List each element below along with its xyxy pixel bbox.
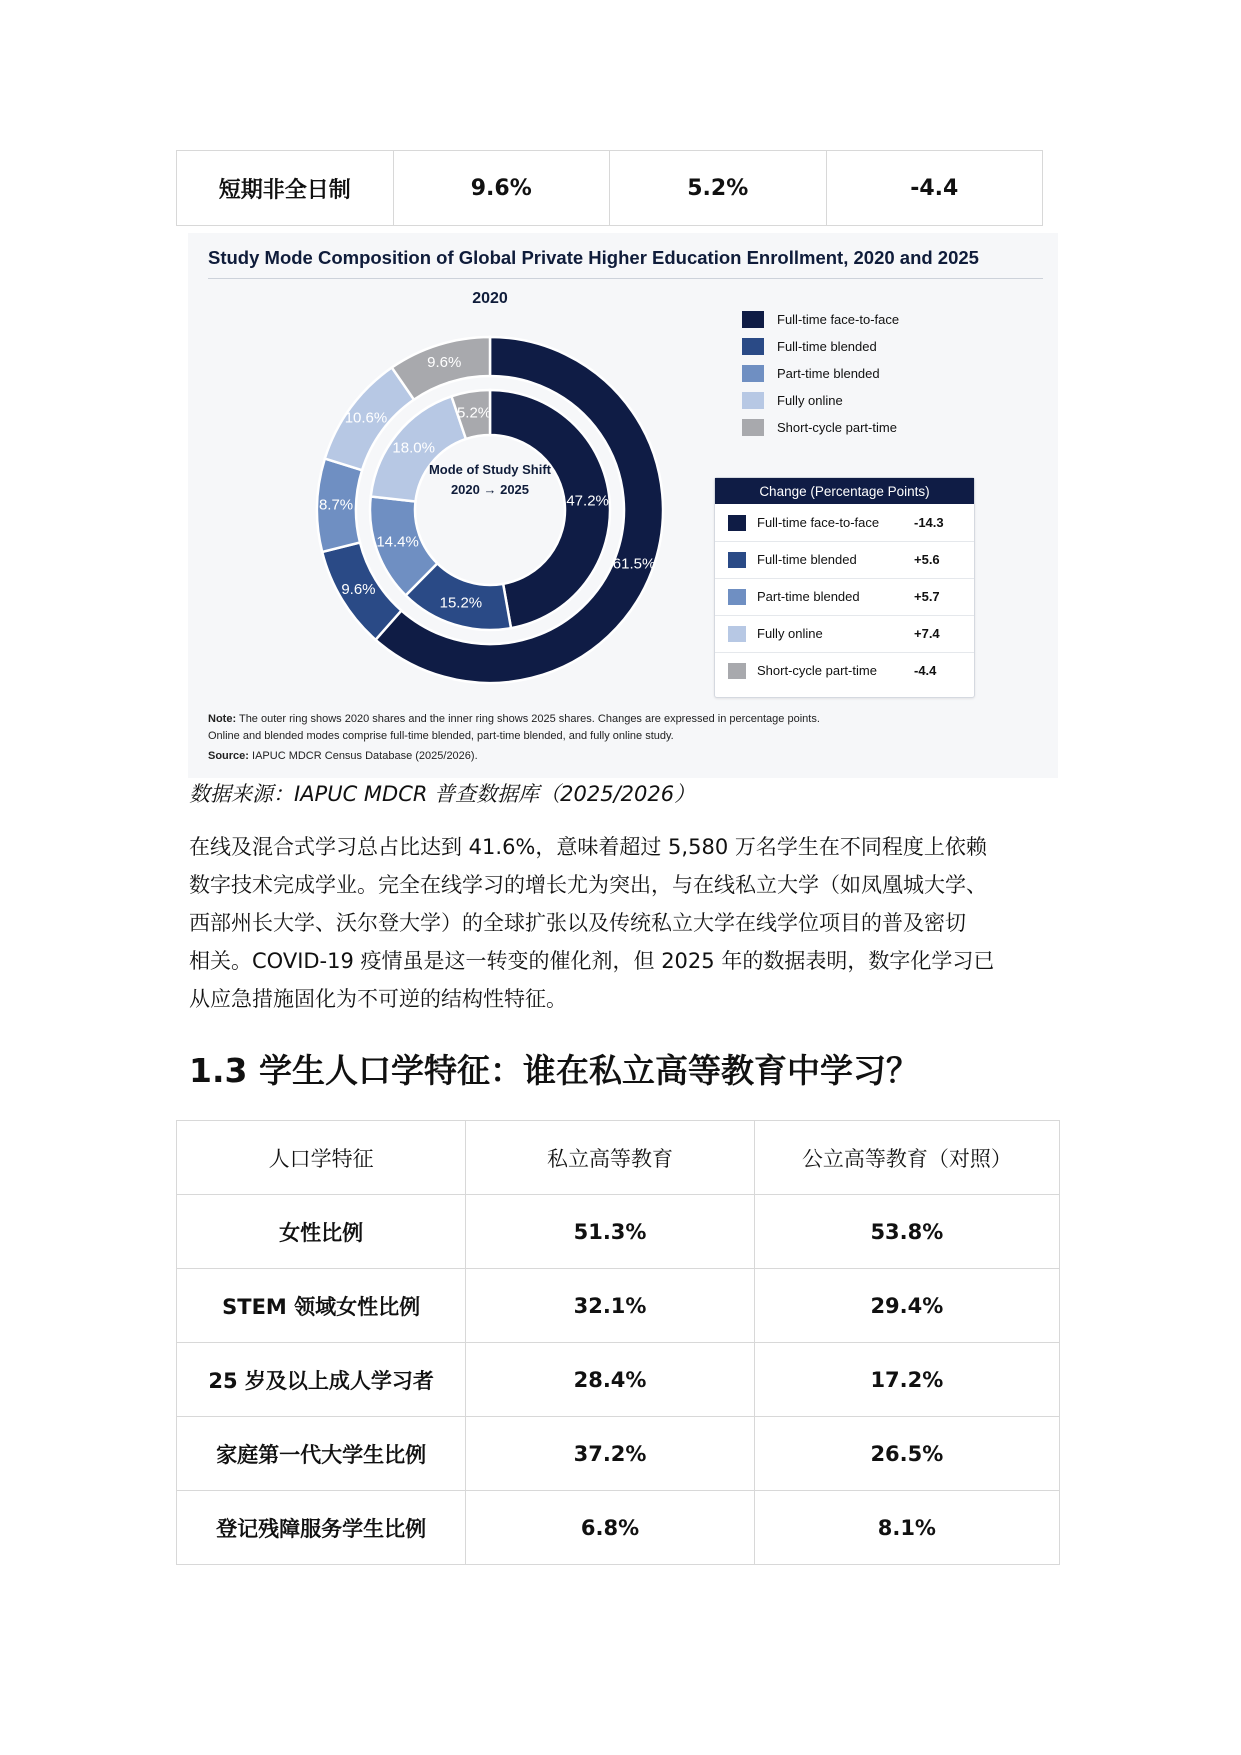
legend-swatch bbox=[742, 365, 764, 382]
legend-label: Short-cycle part-time bbox=[777, 419, 897, 435]
table-row bbox=[177, 1269, 1060, 1343]
legend-swatch bbox=[742, 392, 764, 409]
chart-title: Study Mode Composition of Global Private Higher Education Enrollment, 2020 and 2025 bbox=[208, 247, 979, 268]
donut-chart-figure bbox=[188, 233, 1058, 778]
study-mode-table-row bbox=[176, 150, 1043, 226]
row-label: 登记残障服务学生比例 bbox=[177, 1491, 466, 1565]
change-value: +7.4 bbox=[914, 626, 940, 641]
legend-label: Fully online bbox=[777, 392, 843, 408]
value-2025: 5.2% bbox=[610, 151, 827, 226]
legend-swatch bbox=[742, 311, 764, 328]
segment-value-label: 18.0% bbox=[392, 439, 435, 457]
segment-value-label: 9.6% bbox=[341, 581, 376, 599]
change-row bbox=[715, 652, 974, 689]
paragraph-line: 从应急措施固化为不可逆的结构性特征。 bbox=[189, 987, 567, 1011]
section-heading: 1.3 学生人口学特征：谁在私立高等教育中学习？ bbox=[189, 1051, 919, 1090]
change-value: +5.6 bbox=[914, 552, 940, 567]
table-row bbox=[177, 151, 1043, 226]
body-paragraph bbox=[189, 828, 1069, 1018]
legend-label: Full-time blended bbox=[777, 338, 877, 354]
note-label: Note: bbox=[208, 713, 237, 725]
change-value: +5.7 bbox=[914, 589, 940, 604]
legend-item bbox=[742, 363, 880, 383]
private-value: 37.2% bbox=[466, 1417, 754, 1491]
legend-item bbox=[742, 390, 843, 410]
value-change: -4.4 bbox=[826, 151, 1043, 226]
segment-value-label: 61.5% bbox=[612, 555, 656, 573]
public-value: 53.8% bbox=[754, 1195, 1059, 1269]
private-value: 32.1% bbox=[466, 1269, 754, 1343]
note-line1: The outer ring shows 2020 shares and the inner ring shows 2025 shares. Changes are expressed in percentage points. bbox=[238, 713, 820, 725]
row-label: 家庭第一代大学生比例 bbox=[177, 1417, 466, 1491]
change-row bbox=[715, 541, 974, 579]
change-swatch bbox=[728, 589, 746, 605]
segment-value-label: 5.2% bbox=[456, 404, 492, 422]
change-row bbox=[715, 615, 974, 653]
change-name: Part-time blended bbox=[757, 589, 860, 604]
column-header: 人口学特征 bbox=[177, 1121, 466, 1195]
change-swatch bbox=[728, 663, 746, 679]
legend-label: Full-time face-to-face bbox=[777, 311, 900, 327]
public-value: 29.4% bbox=[754, 1269, 1059, 1343]
paragraph-line: 在线及混合式学习总占比达到 41.6%，意味着超过 5,580 万名学生在不同程度上依赖 bbox=[189, 835, 987, 859]
change-name: Full-time blended bbox=[757, 552, 857, 567]
column-header: 私立高等教育 bbox=[466, 1121, 754, 1195]
change-name: Short-cycle part-time bbox=[757, 663, 877, 678]
value-2020: 9.6% bbox=[393, 151, 610, 226]
table-row bbox=[177, 1491, 1060, 1565]
private-value: 6.8% bbox=[466, 1491, 754, 1565]
change-swatch bbox=[728, 626, 746, 642]
change-row bbox=[715, 578, 974, 616]
private-value: 51.3% bbox=[466, 1195, 754, 1269]
donut-chart bbox=[188, 233, 708, 713]
center-label-line1: Mode of Study Shift bbox=[428, 462, 552, 477]
table-row bbox=[177, 1343, 1060, 1417]
paragraph-line: 相关。COVID-19 疫情虽是这一转变的催化剂，但 2025 年的数据表明，数字化学习已 bbox=[189, 949, 995, 973]
legend-item bbox=[742, 417, 897, 437]
column-header: 公立高等教育（对照） bbox=[754, 1121, 1059, 1195]
public-value: 17.2% bbox=[754, 1343, 1059, 1417]
demographics-table bbox=[176, 1120, 1060, 1565]
segment-value-label: 8.7% bbox=[318, 496, 354, 514]
segment-value-label: 14.4% bbox=[376, 533, 419, 551]
change-table-header: Change (Percentage Points) bbox=[715, 478, 974, 504]
table-header-row bbox=[177, 1121, 1060, 1195]
change-table bbox=[714, 477, 975, 698]
change-value: -14.3 bbox=[914, 515, 944, 530]
chart-note bbox=[208, 711, 820, 745]
legend-swatch bbox=[742, 338, 764, 355]
note-line2: Online and blended modes comprise full-time blended, part-time blended, and fully online study. bbox=[208, 730, 674, 742]
legend-swatch bbox=[742, 419, 764, 436]
segment-value-label: 15.2% bbox=[439, 594, 483, 612]
table-row bbox=[177, 1195, 1060, 1269]
row-label: 女性比例 bbox=[177, 1195, 466, 1269]
legend-item bbox=[742, 309, 899, 329]
inner-ring-2025 bbox=[370, 390, 610, 630]
segment-value-label: 47.2% bbox=[566, 492, 609, 510]
change-name: Full-time face-to-face bbox=[757, 515, 880, 530]
change-value: -4.4 bbox=[914, 663, 937, 678]
outer-ring-year-label: 2020 bbox=[472, 290, 508, 307]
source-label: Source: bbox=[208, 750, 249, 762]
segment-value-label: 9.6% bbox=[427, 353, 462, 371]
public-value: 26.5% bbox=[754, 1417, 1059, 1491]
change-swatch bbox=[728, 515, 746, 531]
row-label: 短期非全日制 bbox=[177, 151, 394, 226]
source-text: IAPUC MDCR Census Database (2025/2026). bbox=[252, 750, 478, 762]
change-row bbox=[715, 504, 974, 542]
row-label: 25 岁及以上成人学习者 bbox=[177, 1343, 466, 1417]
change-name: Fully online bbox=[757, 626, 823, 641]
paragraph-line: 数字技术完成学业。完全在线学习的增长尤为突出，与在线私立大学（如凤凰城大学、 bbox=[189, 873, 987, 897]
private-value: 28.4% bbox=[466, 1343, 754, 1417]
row-label: STEM 领域女性比例 bbox=[177, 1269, 466, 1343]
segment-value-label: 10.6% bbox=[344, 409, 388, 427]
legend-label: Part-time blended bbox=[777, 365, 880, 381]
center-label-line2: 2020 → 2025 bbox=[450, 482, 530, 497]
change-swatch bbox=[728, 552, 746, 568]
legend-item bbox=[742, 336, 877, 356]
paragraph-line: 西部州长大学、沃尔登大学）的全球扩张以及传统私立大学在线学位项目的普及密切 bbox=[189, 911, 966, 935]
table-row bbox=[177, 1417, 1060, 1491]
data-source-caption: 数据来源：IAPUC MDCR 普查数据库（2025/2026） bbox=[189, 782, 696, 806]
chart-source bbox=[208, 750, 478, 762]
public-value: 8.1% bbox=[754, 1491, 1059, 1565]
